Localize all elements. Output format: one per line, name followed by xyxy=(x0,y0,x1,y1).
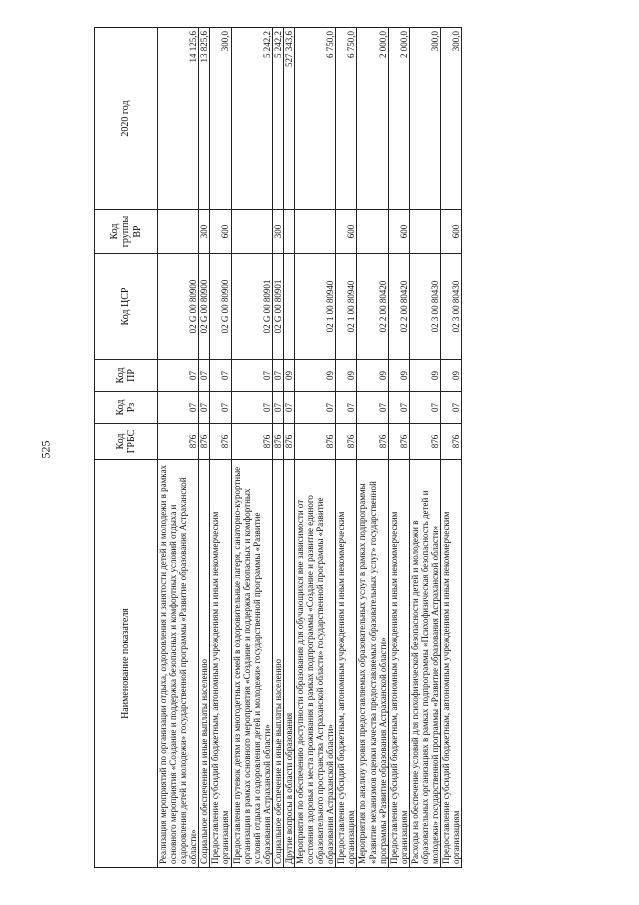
row-amount: 5 242,2 xyxy=(231,28,272,210)
row-grbs: 876 xyxy=(357,424,388,460)
row-rz: 07 xyxy=(199,392,210,424)
table-row xyxy=(199,28,210,868)
row-csr: 02 3 00 80430 xyxy=(441,254,462,360)
row-name: Реализация мероприятий по организации отдыха, оздоровления и занятости детей и молодежи в рамках основного мероприятия «Создание и поддержка безопасных и комфортных условий отдыха и оздоровления детей и молодежи» государственной программы «Развитие образования Астраханской области» xyxy=(158,460,199,868)
table-row xyxy=(231,28,272,868)
row-pr: 09 xyxy=(388,360,409,392)
row-pr: 07 xyxy=(272,360,283,392)
row-amount: 2 000,0 xyxy=(357,28,388,210)
table-row xyxy=(210,28,231,868)
row-grbs: 876 xyxy=(283,424,294,460)
row-rz: 07 xyxy=(272,392,283,424)
row-vr: 600 xyxy=(336,210,357,254)
row-grbs: 876 xyxy=(388,424,409,460)
row-csr: 02 G 00 80901 xyxy=(272,254,283,360)
row-pr: 09 xyxy=(336,360,357,392)
header-rz: Код Рз xyxy=(95,392,158,424)
row-grbs: 876 xyxy=(231,424,272,460)
row-rz: 07 xyxy=(336,392,357,424)
row-name: Предоставление субсидий бюджетным, автономным учреждениям и иным некоммерческим организациям xyxy=(441,460,462,868)
row-grbs: 876 xyxy=(336,424,357,460)
row-csr: 02 G 00 80900 xyxy=(158,254,199,360)
header-grbs: Код ГРБС xyxy=(95,424,158,460)
table-row xyxy=(388,28,409,868)
row-grbs: 876 xyxy=(409,424,440,460)
table-row xyxy=(295,28,336,868)
row-grbs: 876 xyxy=(199,424,210,460)
row-rz: 07 xyxy=(210,392,231,424)
row-vr xyxy=(231,210,272,254)
row-name: Другие вопросы в области образования xyxy=(283,460,294,868)
row-name: Предоставление субсидий бюджетным, автономным учреждениям и иным некоммерческим организациям xyxy=(210,460,231,868)
row-amount: 6 750,0 xyxy=(336,28,357,210)
row-rz: 07 xyxy=(357,392,388,424)
table-header-row xyxy=(95,28,158,868)
row-rz: 07 xyxy=(441,392,462,424)
row-name: Социальное обеспечение и иные выплаты населению xyxy=(199,460,210,868)
row-vr: 600 xyxy=(441,210,462,254)
header-name: Наименование показателя xyxy=(95,460,158,868)
row-pr: 09 xyxy=(283,360,294,392)
row-csr: 02 1 00 80940 xyxy=(336,254,357,360)
row-amount: 300,0 xyxy=(441,28,462,210)
row-vr: 600 xyxy=(210,210,231,254)
row-vr xyxy=(357,210,388,254)
row-rz: 07 xyxy=(158,392,199,424)
row-amount: 13 825,6 xyxy=(199,28,210,210)
row-pr: 09 xyxy=(441,360,462,392)
row-vr xyxy=(409,210,440,254)
row-name: Предоставление субсидий бюджетным, автономным учреждениям и иным некоммерческим организациям xyxy=(336,460,357,868)
row-rz: 07 xyxy=(283,392,294,424)
table-row xyxy=(158,28,199,868)
rotated-budget-table xyxy=(94,28,554,868)
row-csr xyxy=(283,254,294,360)
row-name: Социальное обеспечение и иные выплаты населению xyxy=(272,460,283,868)
row-name: Предоставление субсидий бюджетным, автономным учреждениям и иным некоммерческим организациям xyxy=(388,460,409,868)
row-csr: 02 G 00 80900 xyxy=(199,254,210,360)
row-vr xyxy=(295,210,336,254)
row-pr: 07 xyxy=(158,360,199,392)
row-rz: 07 xyxy=(409,392,440,424)
row-csr: 02 3 00 80430 xyxy=(409,254,440,360)
row-grbs: 876 xyxy=(272,424,283,460)
row-amount: 5 242,2 xyxy=(272,28,283,210)
page-number: 525 xyxy=(38,440,53,459)
table-row xyxy=(409,28,440,868)
header-csr: Код ЦСР xyxy=(95,254,158,360)
row-rz: 07 xyxy=(388,392,409,424)
row-name: Предоставление путевок детям из многодетных семей в оздоровительные лагеря, санаторно-курортные организации в рамках основного мероприятия «Создание и поддержка безопасных и комфортных условий отдыха и оздоровления детей и молодежи» государственной программы «Развитие образования Астраханской области» xyxy=(231,460,272,868)
header-pr: Код ПР xyxy=(95,360,158,392)
row-pr: 09 xyxy=(295,360,336,392)
row-rz: 07 xyxy=(295,392,336,424)
table-row xyxy=(336,28,357,868)
row-pr: 07 xyxy=(199,360,210,392)
row-pr: 09 xyxy=(409,360,440,392)
row-vr: 300 xyxy=(272,210,283,254)
row-csr: 02 2 00 80420 xyxy=(357,254,388,360)
row-vr xyxy=(158,210,199,254)
row-amount: 527 343,6 xyxy=(283,28,294,210)
row-grbs: 876 xyxy=(441,424,462,460)
table-row xyxy=(441,28,462,868)
row-pr: 07 xyxy=(231,360,272,392)
header-year: 2020 год xyxy=(95,28,158,210)
row-pr: 07 xyxy=(210,360,231,392)
row-vr xyxy=(283,210,294,254)
row-name: Мероприятия по анализу уровня предоставляемых образовательных услуг в рамках подпрограммы «Развитие механизмов оценки качества предоставляемых образовательных услуг» государственной программы «Развитие образования Астраханской области» xyxy=(357,460,388,868)
row-amount: 14 125,6 xyxy=(158,28,199,210)
row-csr: 02 G 00 80901 xyxy=(231,254,272,360)
budget-table xyxy=(94,27,462,868)
row-grbs: 876 xyxy=(158,424,199,460)
row-amount: 300,0 xyxy=(409,28,440,210)
header-vr: Код группы ВР xyxy=(95,210,158,254)
row-amount: 300,0 xyxy=(210,28,231,210)
table-row xyxy=(357,28,388,868)
row-csr: 02 1 00 80940 xyxy=(295,254,336,360)
table-row xyxy=(283,28,294,868)
row-vr: 600 xyxy=(388,210,409,254)
row-pr: 09 xyxy=(357,360,388,392)
row-name: Мероприятия по обеспечению доступности образования для обучающихся вне зависимости от состояния здоровья и места проживания в рамках подпрограммы «Создание и развитие единого образовательного пространства Астраханской области» государственной программы «Развитие образования Астраханской области» xyxy=(295,460,336,868)
row-rz: 07 xyxy=(231,392,272,424)
row-grbs: 876 xyxy=(295,424,336,460)
table-row xyxy=(272,28,283,868)
row-vr: 300 xyxy=(199,210,210,254)
row-amount: 6 750,0 xyxy=(295,28,336,210)
row-csr: 02 2 00 80420 xyxy=(388,254,409,360)
row-amount: 2 000,0 xyxy=(388,28,409,210)
row-csr: 02 G 00 80900 xyxy=(210,254,231,360)
row-grbs: 876 xyxy=(210,424,231,460)
row-name: Расходы на обеспечение условий для психофизической безопасности детей и молодежи в образовательных организациях в рамках подпрограммы «Психофизическая безопасность детей и молодежи» государственной программы «Развитие образования Астраханской области» xyxy=(409,460,440,868)
